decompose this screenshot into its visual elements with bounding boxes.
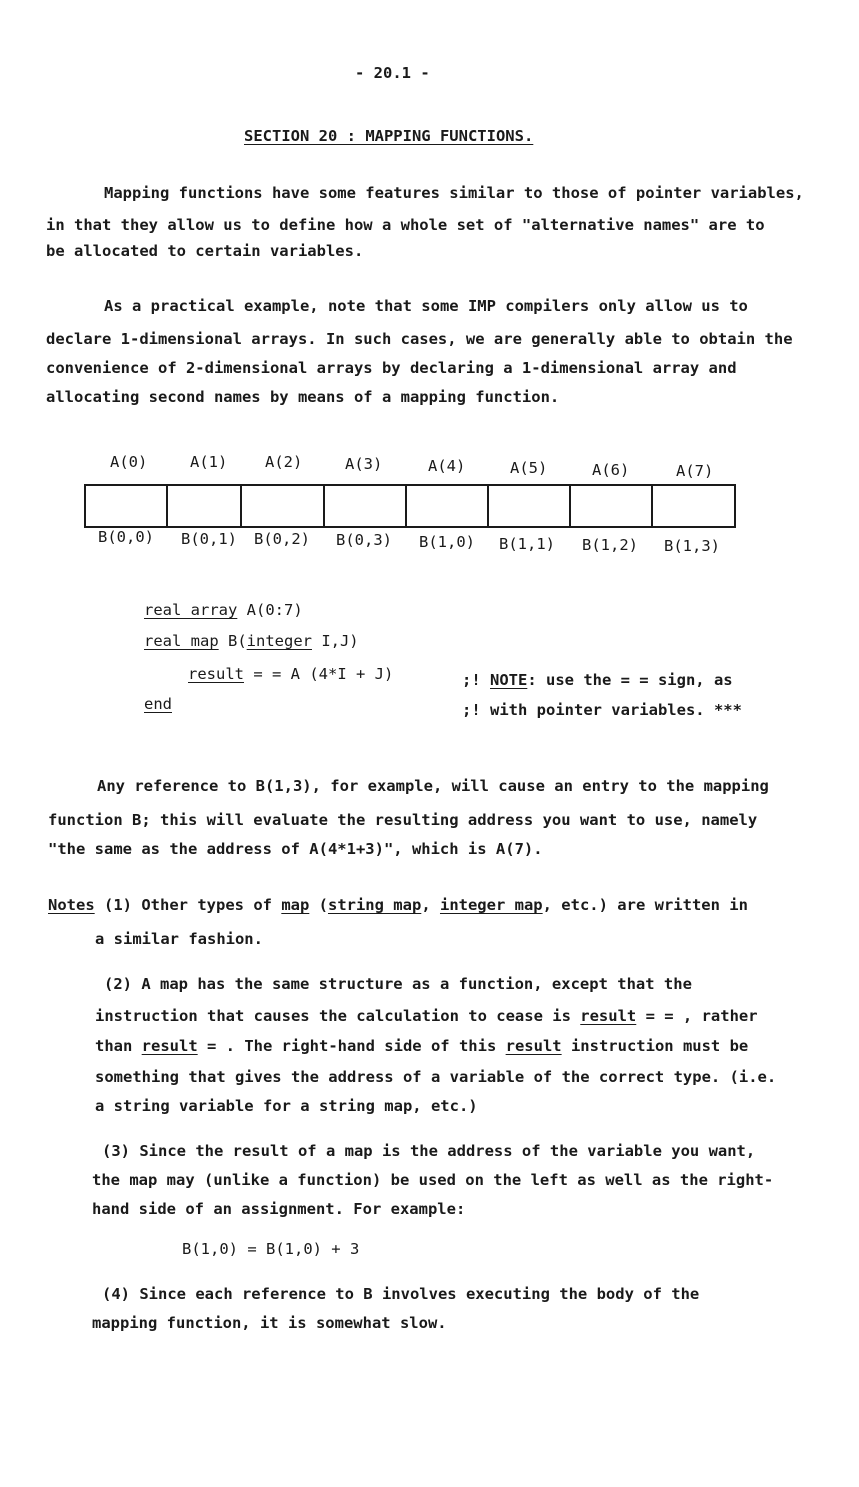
label-a0: A(0) <box>110 453 148 471</box>
label-b03: B(0,3) <box>336 531 392 549</box>
label-a2: A(2) <box>265 453 303 471</box>
cell-divider <box>166 484 168 526</box>
cell-divider <box>569 484 571 526</box>
cell-divider <box>651 484 653 526</box>
cell-divider <box>487 484 489 526</box>
page-number: - 20.1 - <box>355 64 430 82</box>
label-a7: A(7) <box>676 462 714 480</box>
label-b10: B(1,0) <box>419 533 475 551</box>
section-title: SECTION 20 : MAPPING FUNCTIONS. <box>244 127 534 145</box>
label-b01: B(0,1) <box>181 530 237 548</box>
label-a6: A(6) <box>592 461 630 479</box>
code-example: B(1,0) = B(1,0) + 3 <box>182 1240 360 1258</box>
label-b12: B(1,2) <box>582 536 638 554</box>
label-a1: A(1) <box>190 453 228 471</box>
label-a4: A(4) <box>428 457 466 475</box>
array-box <box>84 484 736 528</box>
cell-divider <box>323 484 325 526</box>
label-b13: B(1,3) <box>664 537 720 555</box>
label-a5: A(5) <box>510 459 548 477</box>
label-b02: B(0,2) <box>254 530 310 548</box>
cell-divider <box>405 484 407 526</box>
label-a3: A(3) <box>345 455 383 473</box>
code-comment-2: ;! with pointer variables. *** <box>462 701 742 719</box>
code-comment-1: ;! NOTE: use the = = sign, as <box>462 671 733 689</box>
label-b00: B(0,0) <box>98 528 154 546</box>
label-b11: B(1,1) <box>499 535 555 553</box>
cell-divider <box>240 484 242 526</box>
